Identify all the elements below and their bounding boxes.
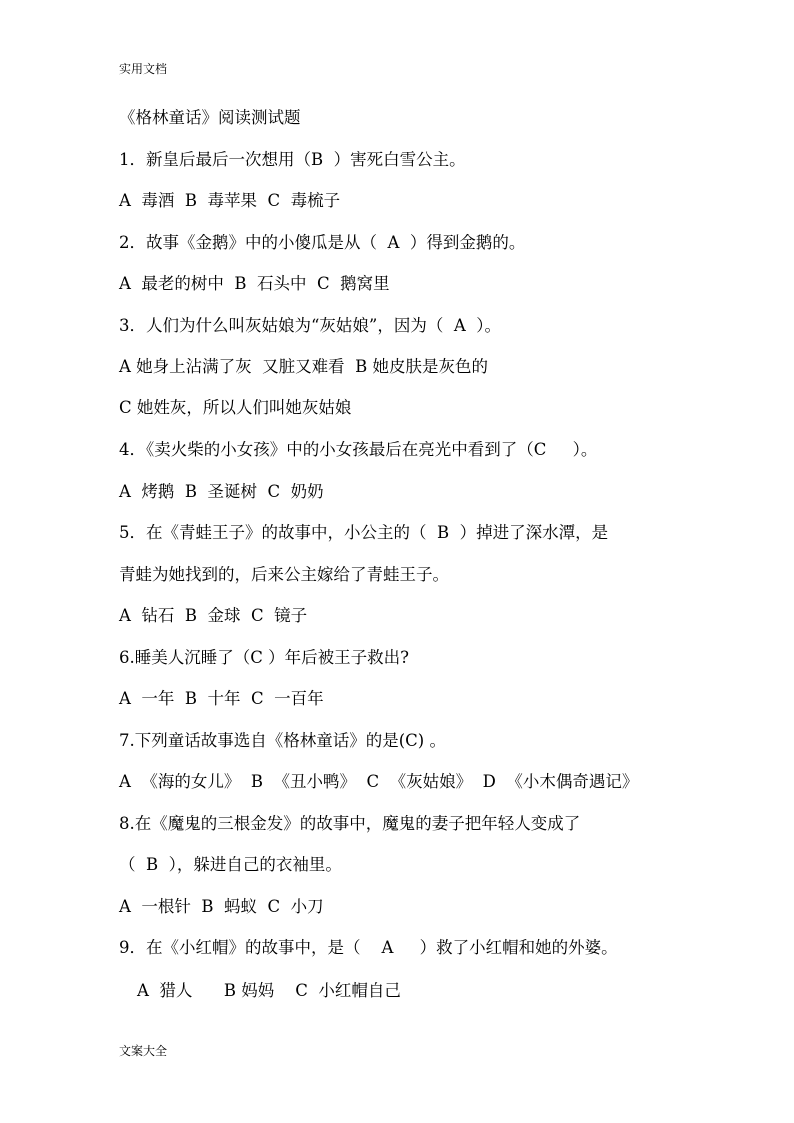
options-6: A 一年 B 十年 C 一百年 <box>119 689 324 708</box>
question-6: 6.睡美人沉睡了（C ）年后被王子救出? <box>119 648 409 667</box>
document-title: 《格林童话》阅读测试题 <box>119 108 301 127</box>
options-3b: C 她姓灰，所以人们叫她灰姑娘 <box>119 398 352 417</box>
page-footer: 文案大全 <box>119 1044 168 1058</box>
options-2: A 最老的树中 B 石头中 C 鹅窝里 <box>119 274 390 293</box>
options-3a: A 她身上沾满了灰 又脏又难看 B 她皮肤是灰色的 <box>119 357 489 376</box>
options-8: A 一根针 B 蚂蚁 C 小刀 <box>119 897 324 916</box>
options-5: A 钻石 B 金球 C 镜子 <box>119 606 308 625</box>
question-7: 7.下列童话故事选自《格林童话》的是(C) 。 <box>119 731 446 750</box>
question-8a: 8.在《魔鬼的三根金发》的故事中，魔鬼的妻子把年轻人变成了 <box>119 814 581 833</box>
question-2: 2．故事《金鹅》中的小傻瓜是从（ A ）得到金鹅的。 <box>119 233 526 252</box>
options-4: A 烤鹅 B 圣诞树 C 奶奶 <box>119 482 324 501</box>
page-header: 实用文档 <box>119 62 168 76</box>
question-9: 9．在《小红帽》的故事中，是（ A ）救了小红帽和她的外婆。 <box>119 938 618 957</box>
question-4: 4．《卖火柴的小女孩》中的小女孩最后在亮光中看到了（C ）。 <box>119 440 598 459</box>
question-5b: 青蛙为她找到的，后来公主嫁给了青蛙王子。 <box>119 565 449 584</box>
options-7: A 《海的女儿》 B 《丑小鸭》 C 《灰姑娘》 D 《小木偶奇遇记》 <box>119 772 639 791</box>
options-9: A 猎人 B 妈妈 C 小红帽自己 <box>137 981 401 1000</box>
question-5a: 5．在《青蛙王子》的故事中，小公主的（ B ）掉进了深水潭，是 <box>119 523 609 542</box>
options-1: A 毒酒 B 毒苹果 C 毒梳子 <box>119 191 341 210</box>
question-1: 1．新皇后最后一次想用（B ）害死白雪公主。 <box>119 150 466 169</box>
question-8b: （ B ），躲进自己的衣袖里。 <box>119 855 342 874</box>
question-3: 3．人们为什么叫灰姑娘为“灰姑娘”，因为（ A ）。 <box>119 316 502 335</box>
